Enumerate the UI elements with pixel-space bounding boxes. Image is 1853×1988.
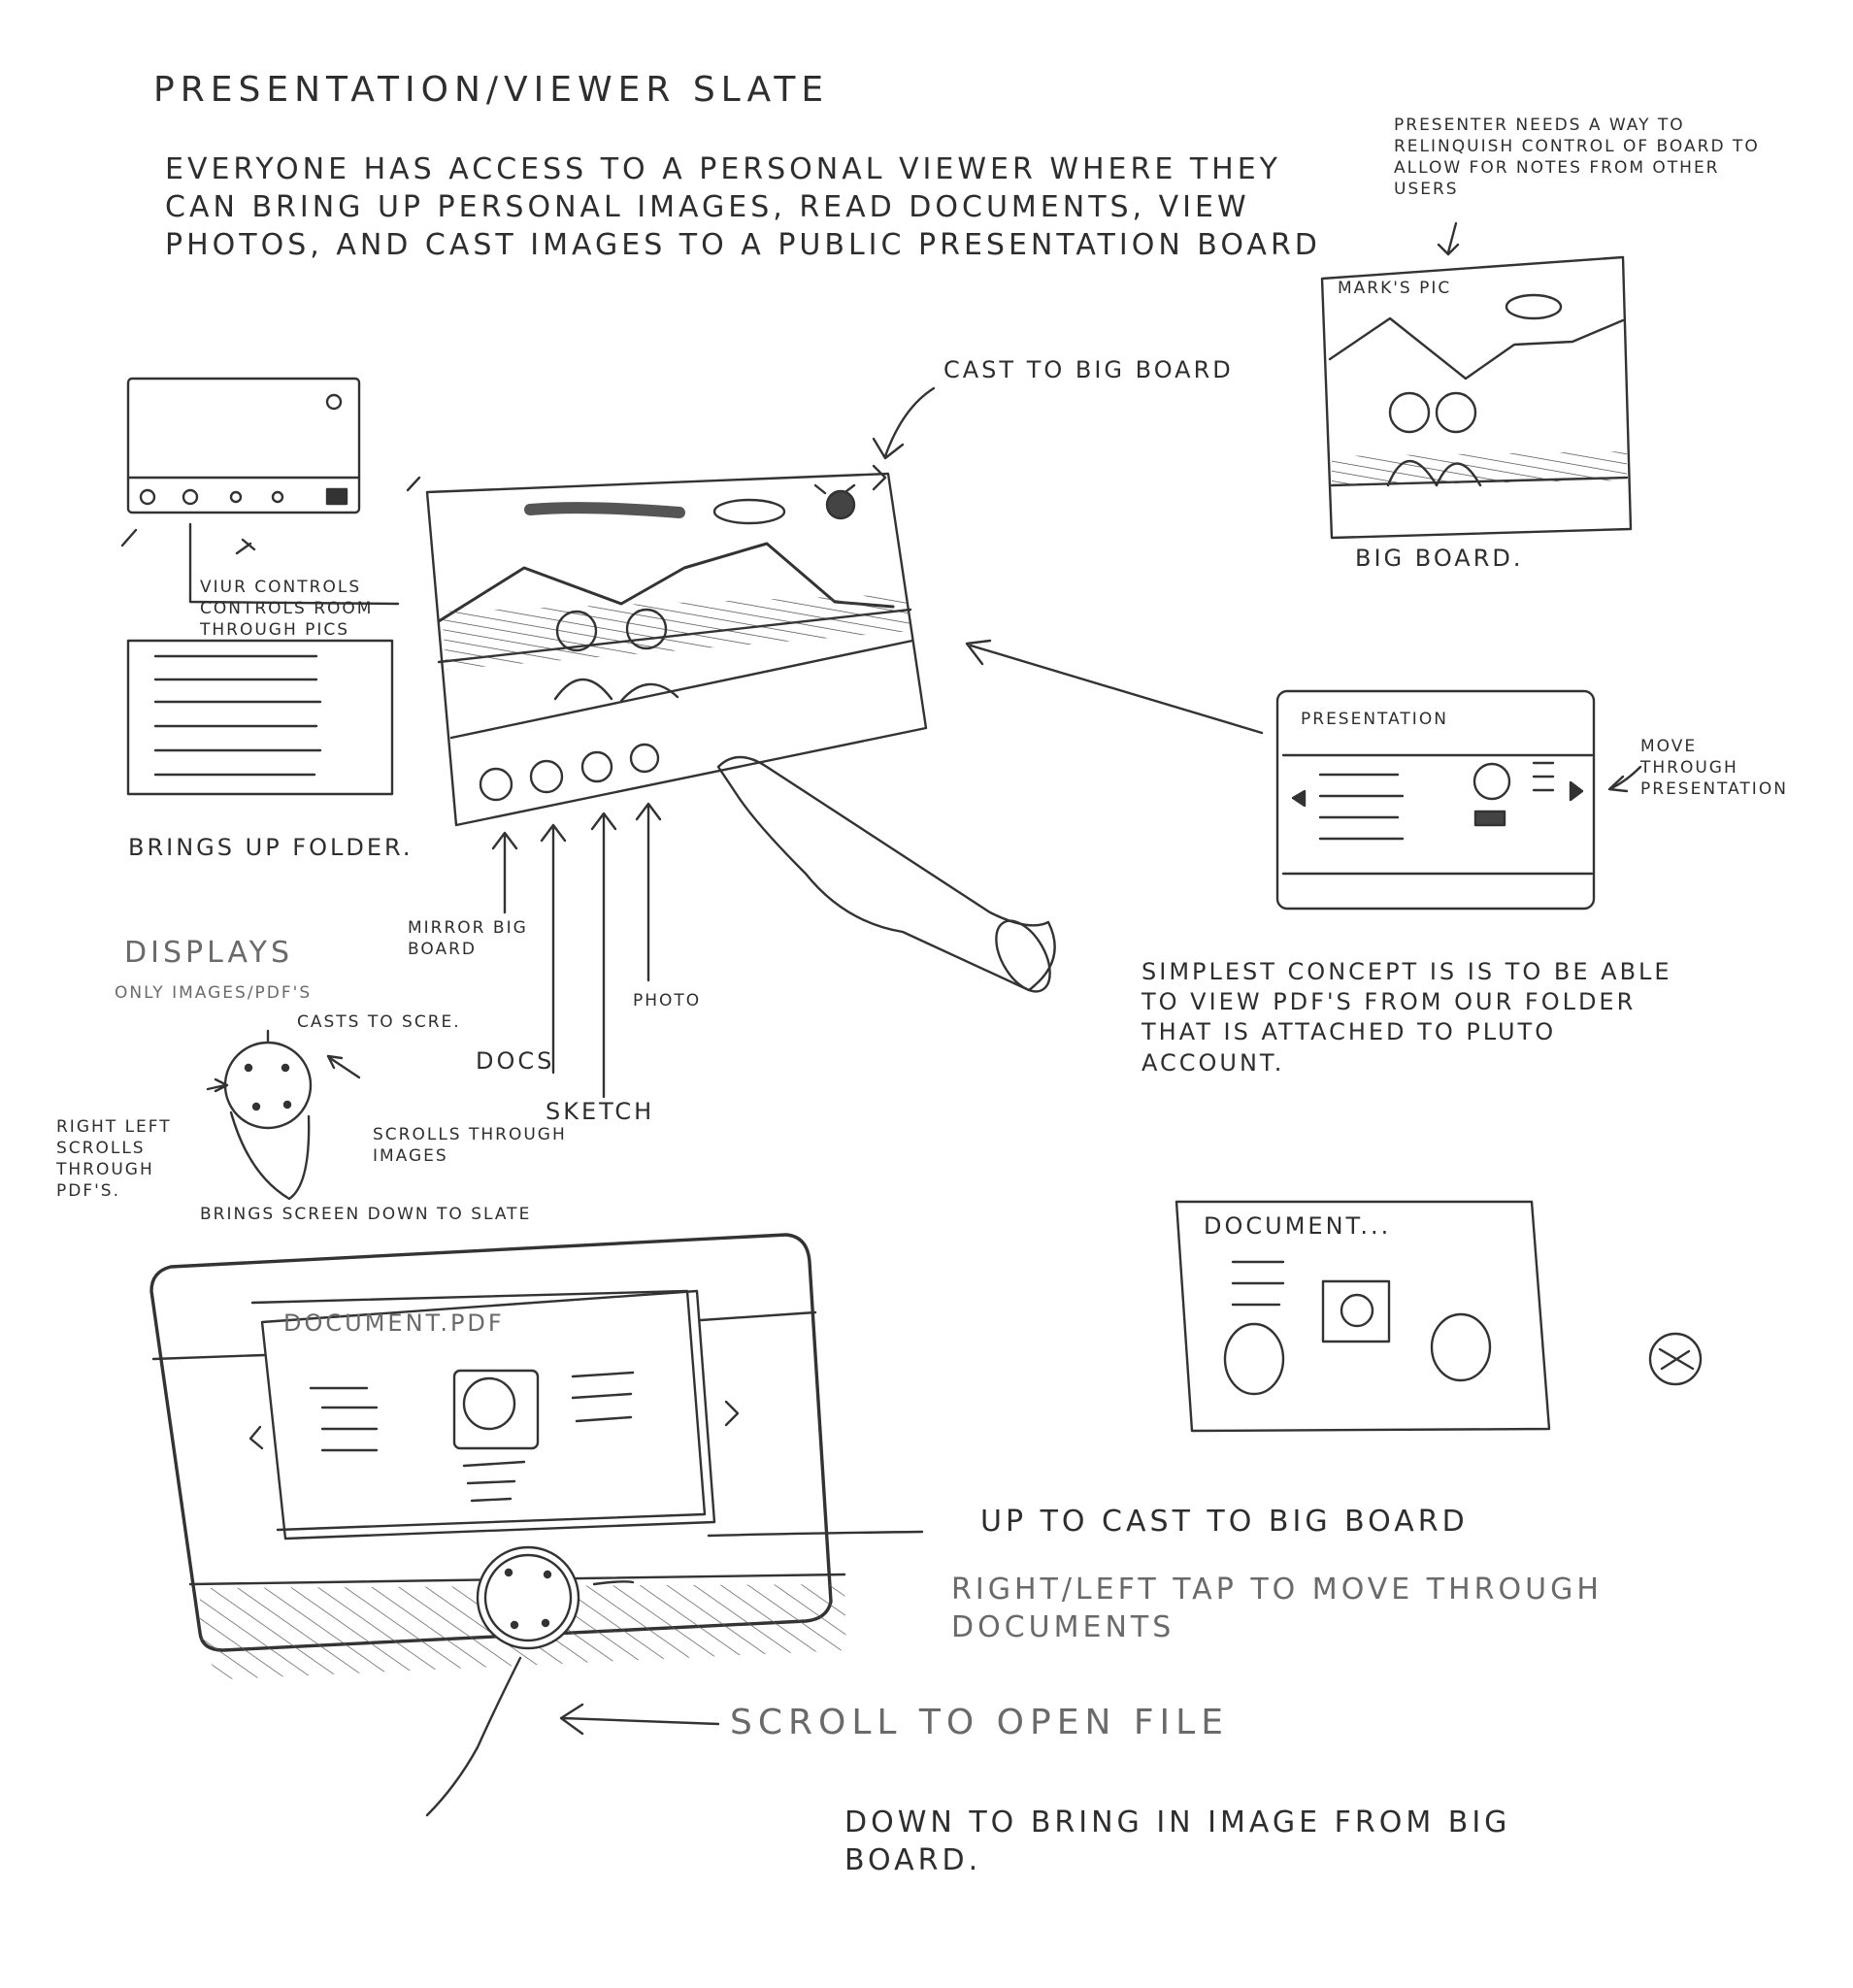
dial-right-left-note: RIGHT LEFT SCROLLS THROUGH PDF'S. — [56, 1117, 172, 1202]
big-board-thumbnail-label: MARK'S PIC — [1338, 279, 1452, 298]
hand-sketch — [718, 757, 1061, 1001]
presentation-card-sketch — [967, 641, 1640, 909]
displays-sub: ONLY IMAGES/PDF'S — [115, 983, 313, 1003]
dial-sketch — [208, 1031, 359, 1199]
central-tablet-sketch — [408, 466, 926, 825]
move-presentation-note: MOVE THROUGH PRESENTATION — [1640, 737, 1788, 800]
slate-scroll-note: SCROLL TO OPEN FILE — [730, 1703, 1229, 1742]
intro-note: EVERYONE HAS ACCESS TO A PERSONAL VIEWER WHERE THEY CAN BRING UP PERSONAL IMAGES, READ DOCUMENTS, VIEW PHOTOS, AND CAST IMAGES TO A PUBLIC PRESENTATION BOARD — [165, 152, 1321, 262]
cast-to-big-board-label: CAST TO BIG BOARD — [943, 356, 1234, 383]
displays-heading: DISPLAYS — [124, 936, 294, 970]
folder-sketch — [128, 641, 392, 794]
slate-up-note: UP TO CAST TO BIG BOARD — [980, 1505, 1469, 1539]
document-card-title: DOCUMENT... — [1204, 1212, 1392, 1240]
folder-note: BRINGS UP FOLDER. — [128, 834, 414, 861]
slate-right-left-note: RIGHT/LEFT TAP TO MOVE THROUGH DOCUMENTS — [951, 1573, 1603, 1644]
sketch-label: SKETCH — [546, 1098, 655, 1125]
dial-scroll-note: SCROLLS THROUGH IMAGES — [373, 1125, 567, 1167]
big-board-caption: BIG BOARD. — [1355, 545, 1524, 572]
docs-label: DOCS — [476, 1047, 555, 1075]
cast-arrow — [874, 388, 934, 458]
small-viewer-sketch — [122, 379, 398, 604]
simplest-concept-note: SIMPLEST CONCEPT IS IS TO BE ABLE TO VIEW PDF'S FROM OUR FOLDER THAT IS ATTACHED TO PLUTO ACCOUNT. — [1142, 958, 1672, 1077]
slate-document-title: DOCUMENT.PDF — [283, 1309, 505, 1337]
dial-down-note: BRINGS SCREEN DOWN TO SLATE — [200, 1205, 532, 1224]
presenter-note: PRESENTER NEEDS A WAY TO RELINQUISH CONTROL OF BOARD TO ALLOW FOR NOTES FROM OTHER USERS — [1394, 116, 1760, 200]
photo-label: PHOTO — [633, 991, 702, 1011]
page-title: PRESENTATION/VIEWER SLATE — [153, 70, 830, 110]
dial-up-note: CASTS TO SCRE. — [297, 1012, 461, 1032]
big-board-sketch — [1322, 223, 1631, 538]
presentation-card-title: PRESENTATION — [1301, 710, 1448, 729]
slate-down-note: DOWN TO BRING IN IMAGE FROM BIG BOARD. — [844, 1806, 1511, 1877]
mirror-big-board-label: MIRROR BIG BOARD — [408, 918, 528, 960]
viewer-controls-note: VIUR CONTROLS CONTROLS ROOM THROUGH PICS — [200, 578, 374, 641]
